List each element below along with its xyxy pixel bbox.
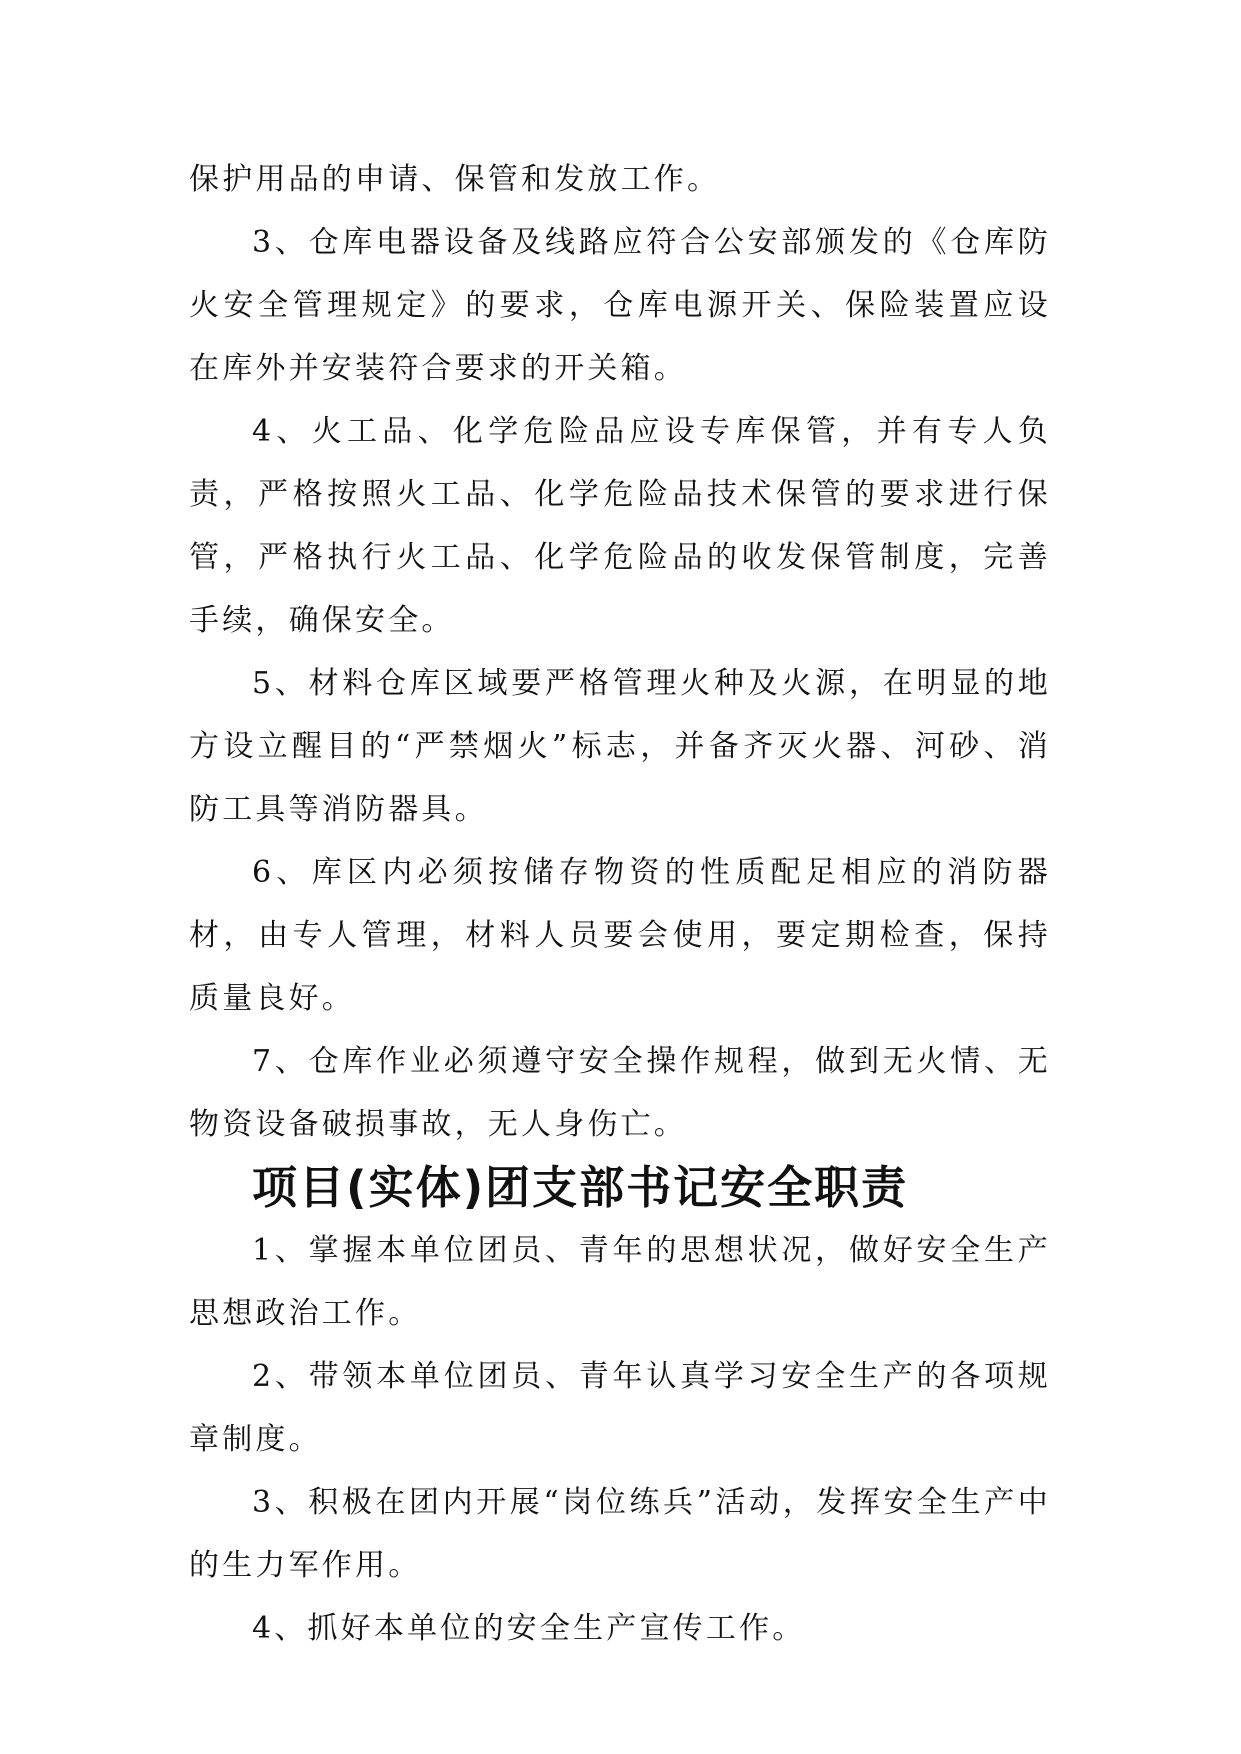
warehouse-item-6: 6、库区内必须按储存物资的性质配足相应的消防器材，由专人管理，材料人员要会使用，要定期检查，保持质量良好。 xyxy=(189,855,1051,1016)
warehouse-item-4: 4、火工品、化学危险品应设专库保管，并有专人负责，严格按照火工品、化学危险品技术保管的要求进行保管，严格执行火工品、化学危险品的收发保管制度，完善手续，确保安全。 xyxy=(189,414,1051,638)
warehouse-item-3: 3、仓库电器设备及线路应符合公安部颁发的《仓库防火安全管理规定》的要求，仓库电源开关、保险装置应设在库外并安装符合要求的开关箱。 xyxy=(189,225,1051,386)
league-item-2: 2、带领本单位团员、青年认真学习安全生产的各项规章制度。 xyxy=(189,1359,1051,1457)
warehouse-item-5: 5、材料仓库区域要严格管理火种及火源，在明显的地方设立醒目的“严禁烟火”标志，并备齐灭火器、河砂、消防工具等消防器具。 xyxy=(189,666,1051,827)
section-heading: 项目(实体)团支部书记安全职责 xyxy=(252,1161,909,1214)
document-body xyxy=(189,148,1051,1660)
warehouse-item-7: 7、仓库作业必须遵守安全操作规程，做到无火情、无物资设备破损事故，无人身伤亡。 xyxy=(189,1044,1051,1142)
continuation-paragraph: 保护用品的申请、保管和发放工作。 xyxy=(189,162,721,197)
league-item-4: 4、抓好本单位的安全生产宣传工作。 xyxy=(252,1611,806,1646)
league-item-3: 3、积极在团内开展“岗位练兵”活动，发挥安全生产中的生力军作用。 xyxy=(189,1485,1051,1583)
league-item-1: 1、掌握本单位团员、青年的思想状况，做好安全生产思想政治工作。 xyxy=(189,1233,1051,1331)
